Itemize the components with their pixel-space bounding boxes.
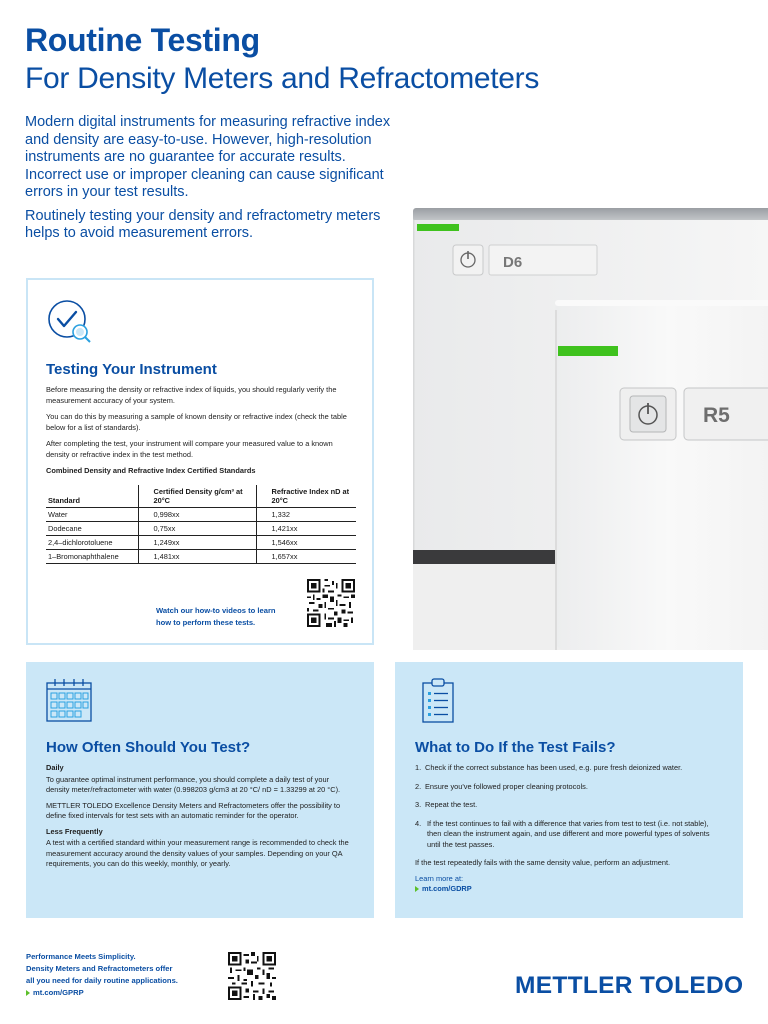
subheading: Daily: [46, 763, 64, 772]
page-title: Routine Testing: [25, 22, 260, 58]
body-text: After completing the test, your instrument will compare your measured value to a known density or refractive index in the test method.: [46, 439, 333, 459]
arrow-right-icon: [415, 886, 419, 892]
column-header: Standard: [46, 485, 138, 508]
instrument-illustration: [405, 200, 768, 650]
arrow-right-icon: [26, 990, 30, 996]
intro-paragraph: Modern digital instruments for measuring refractive index and density are easy-to-use. However, high-resolution instruments are no guarantee for accurate results. Incorrect use or improper cleaning can cause significant errors in your test results.: [25, 114, 391, 200]
body-text: Before measuring the density or refractive index of liquids, you should regularly verify the measurement accuracy of your system.: [46, 385, 337, 405]
body-text: You can do this by measuring a sample of known density or refractive index (check the table below for a list of standards).: [46, 412, 347, 432]
table-row: [46, 549, 356, 563]
column-header: Refractive Index nD at 20°C: [256, 485, 356, 508]
qr-code-icon[interactable]: [228, 952, 276, 1000]
table-cell: 1,546xx: [256, 535, 356, 549]
footer-tagline: [26, 951, 178, 999]
standards-table: [46, 485, 356, 564]
column-header: Certified Density g/cm³ at 20°C: [138, 485, 256, 508]
clipboard-checklist-icon: [415, 678, 461, 724]
testing-instrument-panel: [26, 278, 374, 645]
body-text: A test with a certified standard within your measurement range is recommended to check the measurement accuracy around the density values of your samples. Depending on your QA requirements, you can do this weekly, monthly, or yearly.: [46, 838, 349, 868]
learn-more-link[interactable]: mt.com/GDRP: [415, 884, 723, 895]
table-row: [46, 507, 356, 521]
list-item: 2. Ensure you've followed proper cleaning protocols.: [415, 781, 588, 791]
table-row: [46, 521, 356, 535]
table-title: Combined Density and Refractive Index Certified Standards: [46, 466, 256, 475]
list-item: 4. If the test continues to fail with a difference that varies from test to test (i.e. not stable), then clean the instrument again, and use different and more powerful types of solvents until the test passes.: [415, 818, 710, 849]
table-cell: 2,4–dichlorotoluene: [46, 535, 138, 549]
body-text: If the test repeatedly fails with the same density value, perform an adjustment.: [415, 858, 671, 867]
table-cell: 1,657xx: [256, 549, 356, 563]
footer-line: all you need for daily routine applications.: [26, 976, 178, 985]
video-link-text: how to perform these tests.: [156, 618, 256, 627]
table-cell: 1,481xx: [138, 549, 256, 563]
qr-code-icon[interactable]: [306, 579, 356, 627]
footer-line: Density Meters and Refractometers offer: [26, 964, 173, 973]
intro-text: [25, 114, 405, 249]
footer-line: Performance Meets Simplicity.: [26, 952, 136, 961]
table-row: [46, 535, 356, 549]
table-cell: 1,421xx: [256, 521, 356, 535]
company-logo: METTLER TOLEDO: [515, 972, 744, 999]
table-cell: Dodecane: [46, 521, 138, 535]
table-header-row: [46, 485, 356, 508]
footer-link[interactable]: mt.com/GPRP: [26, 987, 178, 999]
video-link-text: Watch our how-to videos to learn: [156, 606, 276, 615]
list-item: 3. Repeat the test.: [415, 800, 478, 809]
video-link[interactable]: [156, 605, 276, 629]
how-often-panel: [26, 662, 374, 918]
svg-text:D6: D6: [503, 254, 523, 271]
list-item: 1. Check if the correct substance has been used, e.g. pure fresh deionized water.: [415, 763, 683, 772]
calendar-icon: [46, 678, 92, 724]
section-heading: How Often Should You Test?: [46, 739, 251, 756]
learn-more-label: Learn more at:: [415, 873, 464, 883]
section-heading: Testing Your Instrument: [46, 361, 217, 378]
body-text: METTLER TOLEDO Excellence Density Meters and Refractometers offer the possibility to define fixed intervals for test sets with an automatic reminder for the operator.: [46, 800, 341, 820]
table-cell: 0,75xx: [138, 521, 256, 535]
checkmark-magnifier-icon: [46, 298, 92, 344]
subheading: Less Frequently: [46, 826, 103, 836]
table-cell: 1,249xx: [138, 535, 256, 549]
steps-list: [415, 763, 723, 850]
table-cell: 1,332: [256, 507, 356, 521]
body-text: To guarantee optimal instrument performance, you should complete a daily test of your density meter/refractometer with water (0.998203 g/cm3 at 20 °C/ nD = 1.33299 at 20 °C).: [46, 774, 341, 794]
section-heading: What to Do If the Test Fails?: [415, 739, 616, 756]
svg-text:R5: R5: [703, 404, 730, 427]
density-refractometer-devices: [405, 200, 768, 650]
test-fails-panel: [395, 662, 743, 918]
table-cell: 1–Bromonaphthalene: [46, 549, 138, 563]
intro-paragraph: Routinely testing your density and refractometry meters helps to avoid measurement errors.: [25, 207, 381, 241]
table-cell: 0,998xx: [138, 507, 256, 521]
page-subtitle: For Density Meters and Refractometers: [25, 62, 540, 95]
table-cell: Water: [46, 507, 138, 521]
